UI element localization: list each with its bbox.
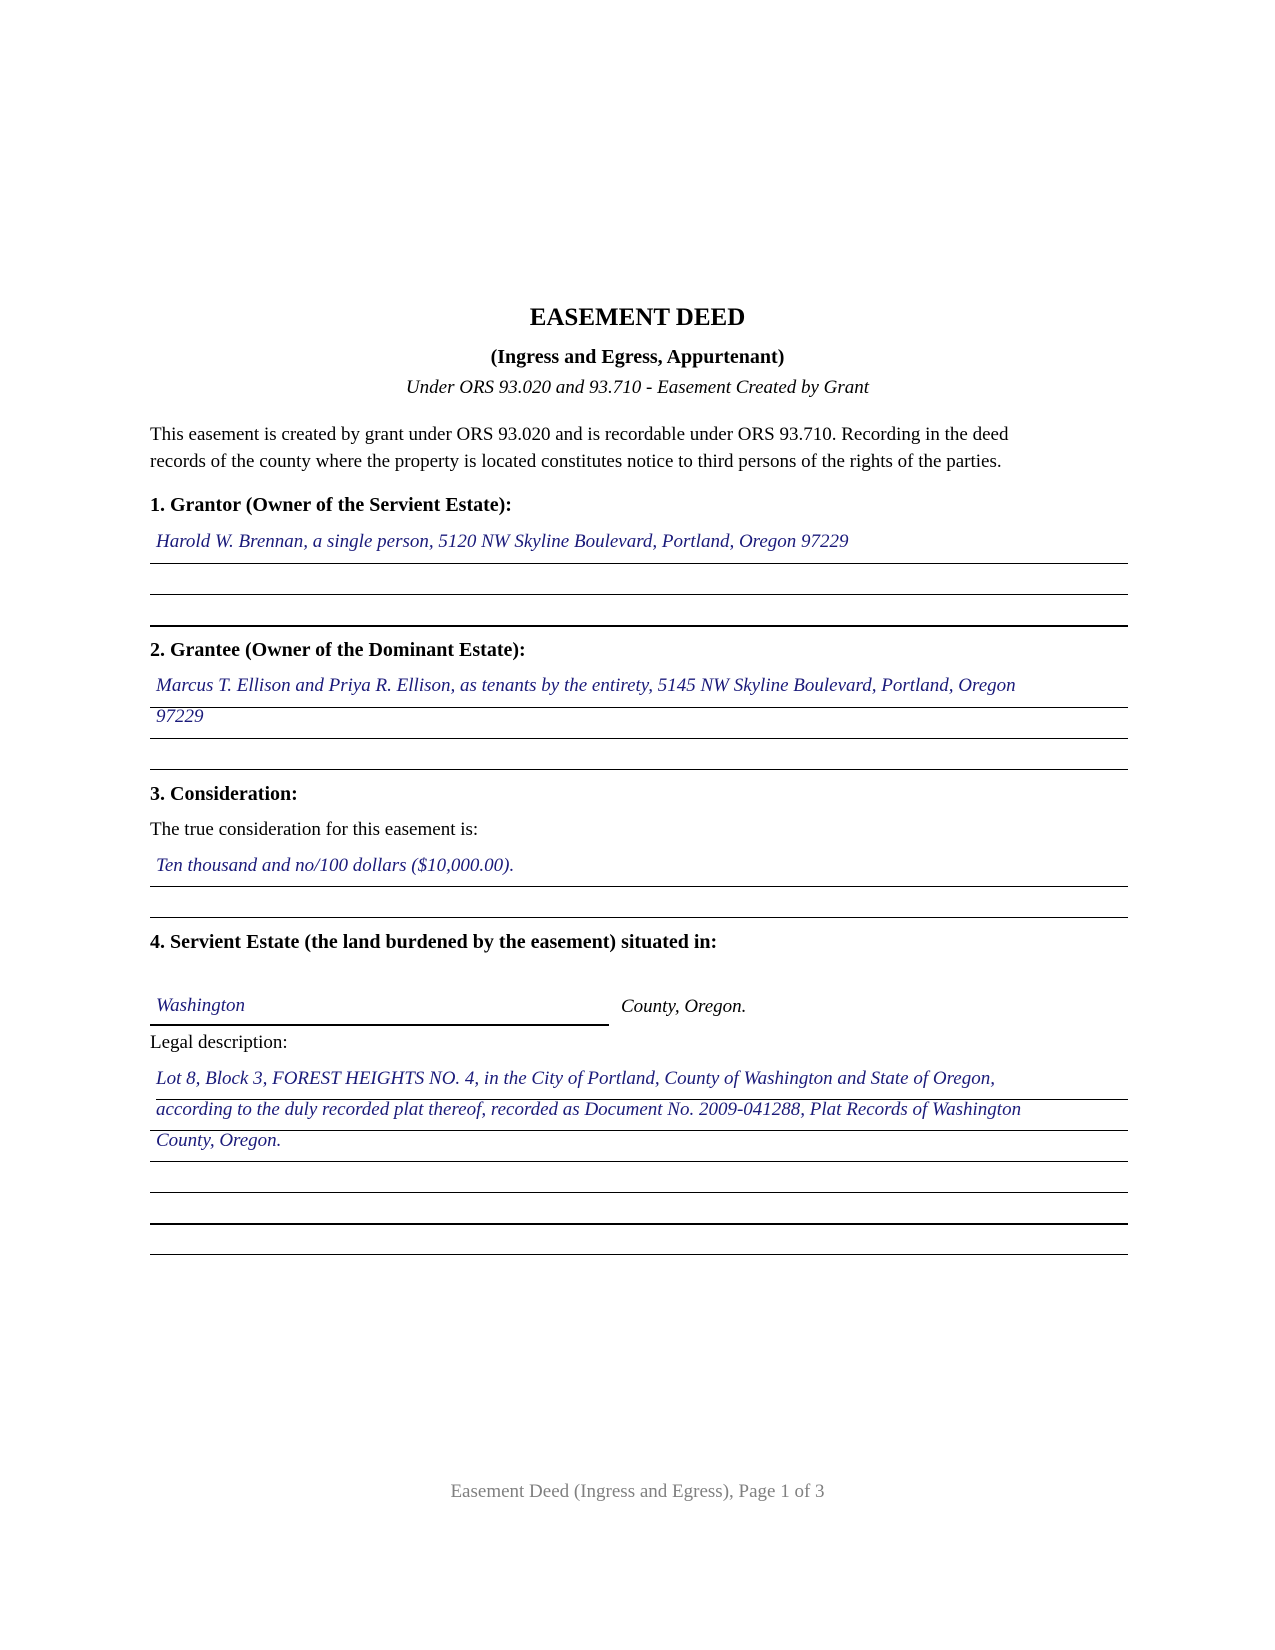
legal-line-5 (150, 1223, 1128, 1225)
document-subtitle: (Ingress and Egress, Appurtenant) (490, 346, 785, 368)
county-line (150, 1024, 609, 1026)
grantor-heading: 1. Grantor (Owner of the Servient Estate): (150, 494, 512, 516)
grantor-line-2 (150, 594, 1128, 595)
grantee-line-2 (150, 738, 1128, 739)
county-field[interactable] (156, 990, 601, 1021)
intro-line-1: This easement is created by grant under ORS 93.020 and is recordable under ORS 93.710. Recording in the deed (150, 424, 1009, 445)
legal-line-3 (150, 1161, 1128, 1162)
grantee-line-1 (150, 707, 1128, 708)
consideration-line-1 (150, 886, 1128, 887)
consideration-prompt: The true consideration for this easement is: (150, 819, 479, 840)
grantor-field[interactable] (156, 526, 849, 557)
consideration-field[interactable] (156, 850, 514, 881)
legal-description-label: Legal description: (150, 1032, 288, 1053)
page-footer: Easement Deed (Ingress and Egress), Page 1 of 3 (450, 1481, 825, 1502)
legal-description-line-1: Lot 8, Block 3, FOREST HEIGHTS NO. 4, in the City of Portland, County of Washington and State of Oregon, (156, 1068, 995, 1089)
county-value: Washington (156, 995, 246, 1016)
county-label: County, Oregon. (621, 996, 747, 1017)
consideration-heading: 3. Consideration: (150, 783, 298, 805)
consideration-line-2 (150, 917, 1128, 918)
intro-paragraph (150, 421, 1135, 475)
grantor-line-3 (150, 625, 1128, 627)
consideration-value-line-1: Ten thousand and no/100 dollars ($10,000.00). (156, 855, 515, 876)
legal-description-field[interactable] (156, 1063, 1021, 1156)
legal-line-6 (150, 1254, 1128, 1255)
legal-line-1 (156, 1099, 1128, 1100)
document-title: EASEMENT DEED (529, 304, 746, 331)
document-statute-line: Under ORS 93.020 and 93.710 - Easement Created by Grant (405, 377, 870, 398)
grantee-value-line-2: 97229 (156, 706, 204, 727)
grantee-field[interactable] (156, 670, 1016, 732)
intro-line-2: records of the county where the property is located constitutes notice to third persons of the rights of the parties. (150, 451, 1002, 472)
grantee-heading: 2. Grantee (Owner of the Dominant Estate): (150, 639, 526, 661)
legal-line-2 (150, 1130, 1128, 1131)
legal-description-line-3: County, Oregon. (156, 1130, 282, 1151)
legal-line-4 (150, 1192, 1128, 1193)
servient-estate-heading: 4. Servient Estate (the land burdened by the easement) situated in: (150, 931, 718, 953)
grantor-value-line-1: Harold W. Brennan, a single person, 5120 NW Skyline Boulevard, Portland, Oregon 97229 (156, 531, 849, 552)
grantor-line-1 (150, 563, 1128, 564)
legal-description-line-2: according to the duly recorded plat thereof, recorded as Document No. 2009-041288, Plat Records of Washington (156, 1099, 1022, 1120)
grantee-line-3 (150, 769, 1128, 770)
grantee-value-line-1: Marcus T. Ellison and Priya R. Ellison, as tenants by the entirety, 5145 NW Skyline Boulevard, Portland, Oregon (156, 675, 1016, 696)
